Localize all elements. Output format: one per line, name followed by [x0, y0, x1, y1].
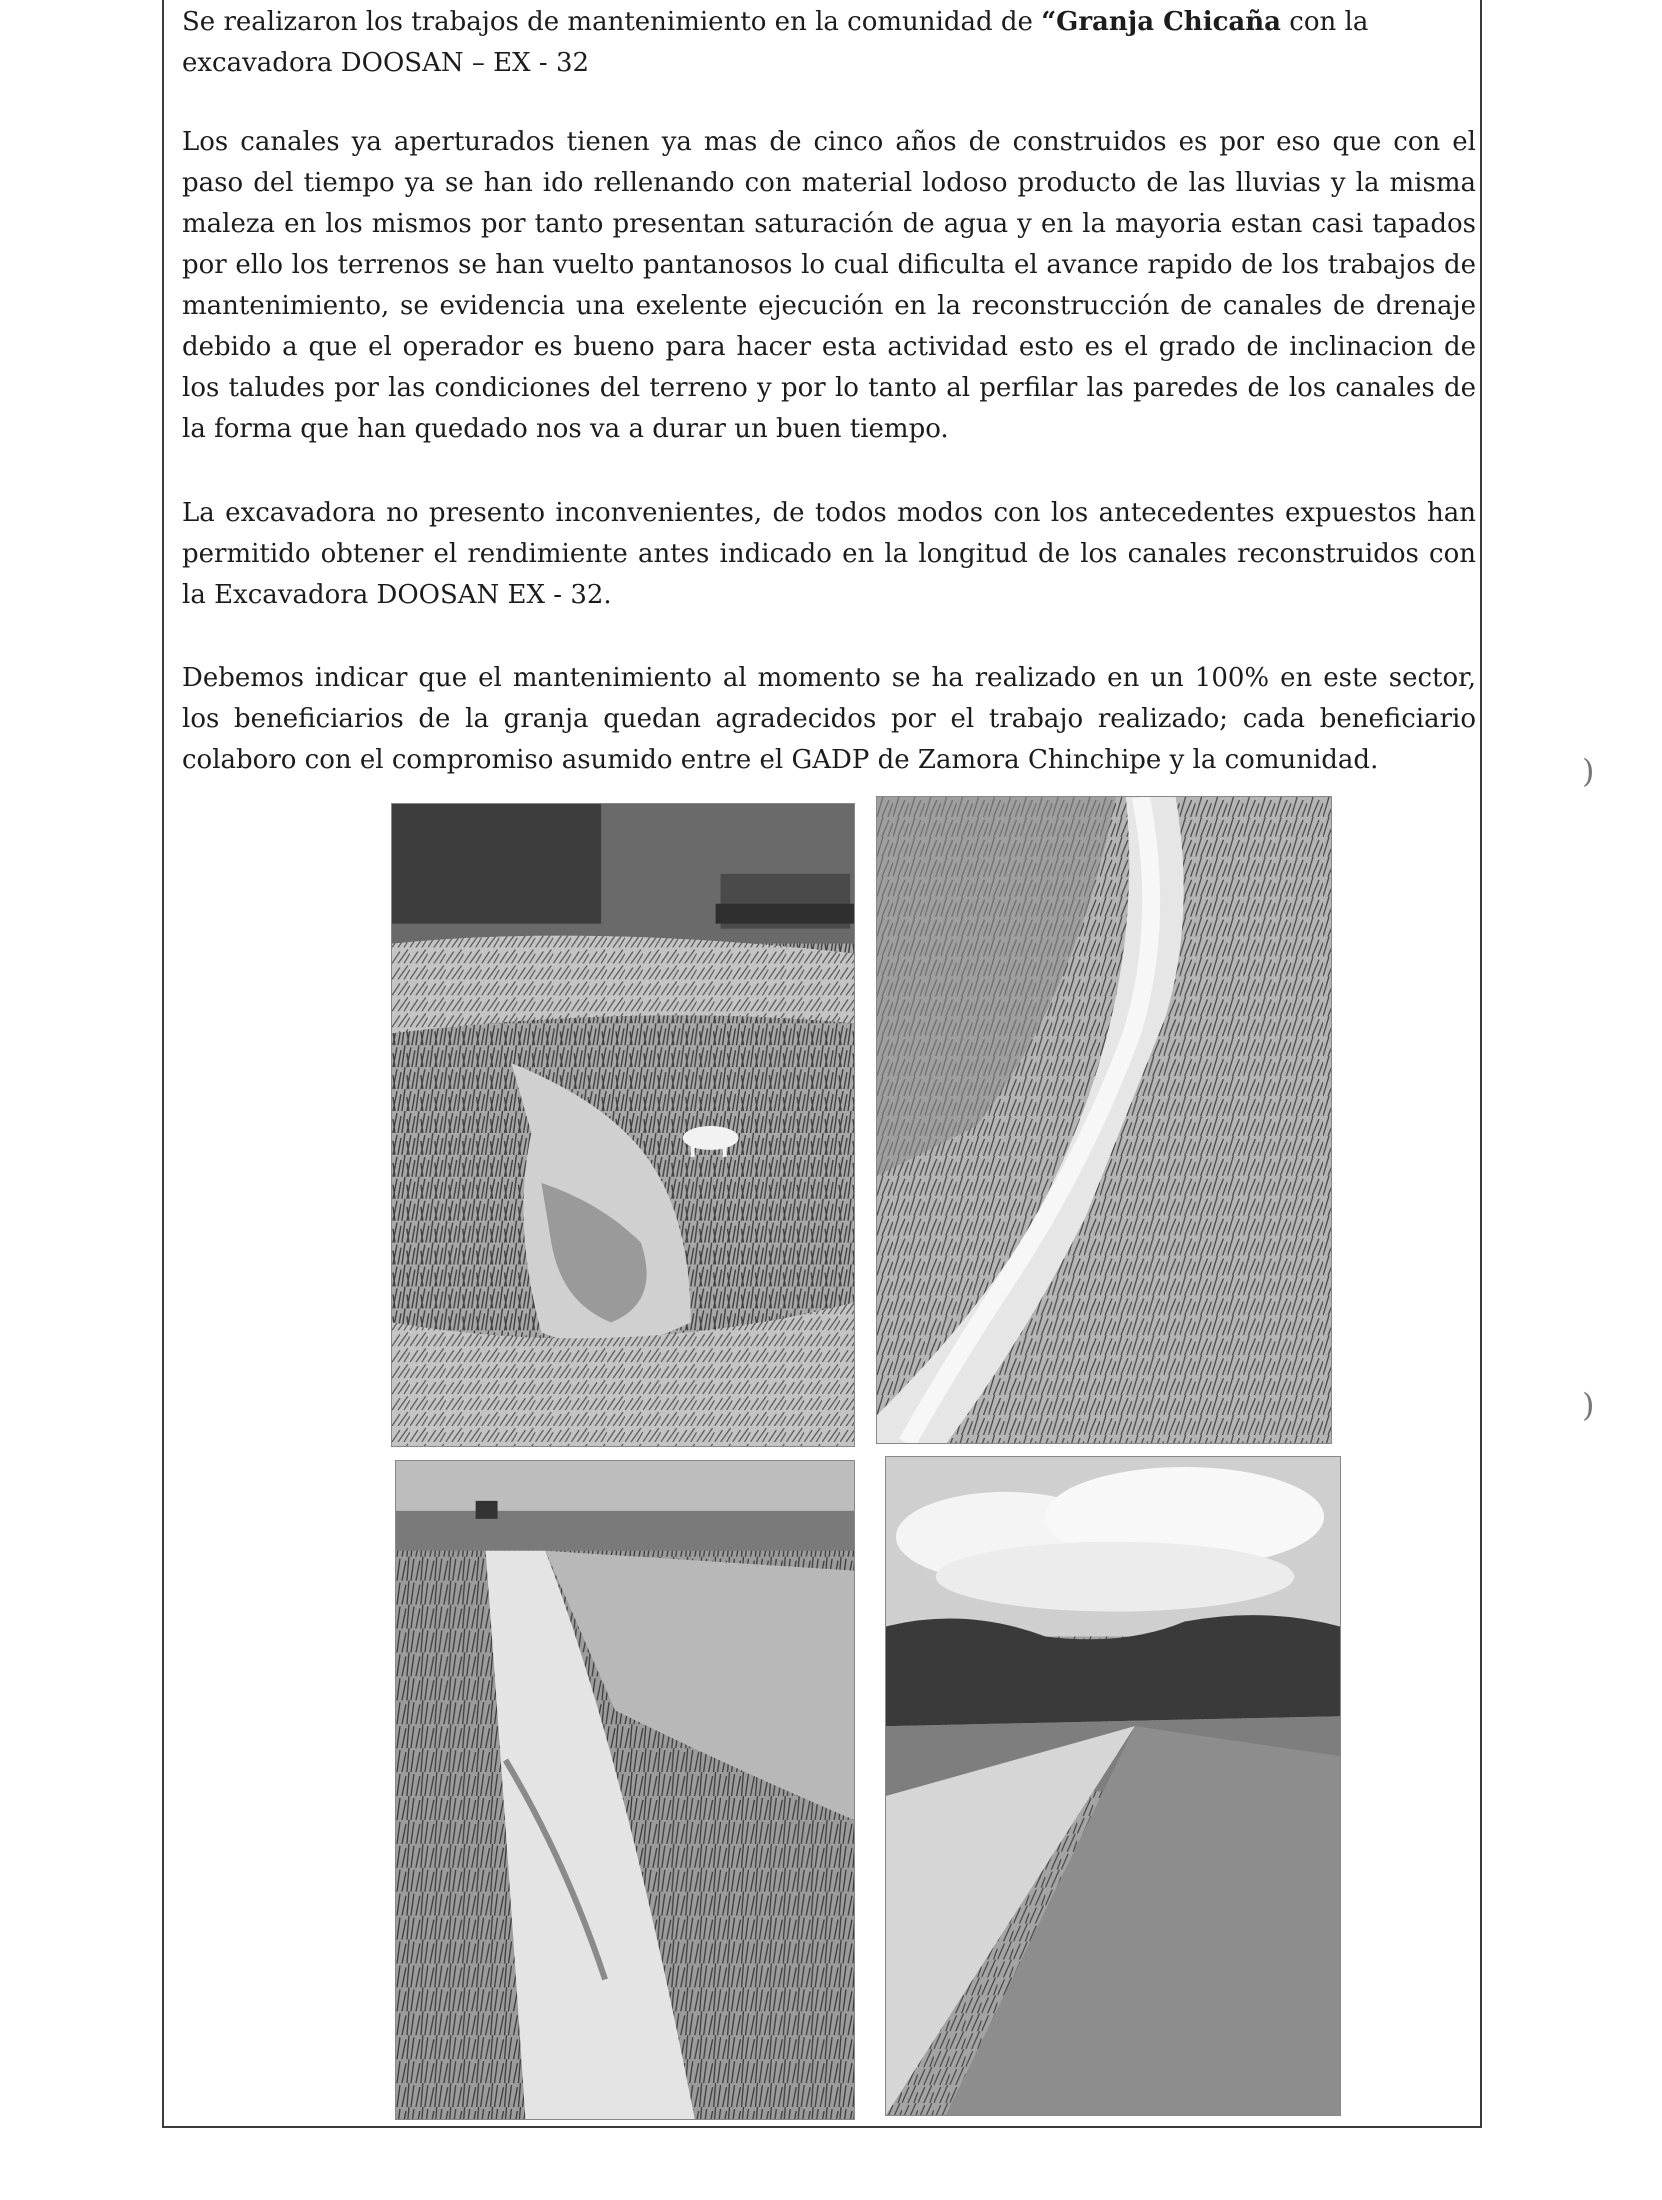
photo-canal-sky-treeline [885, 1456, 1341, 2116]
intro-suffix: con la excavadora DOOSAN – EX - 32 [182, 7, 1369, 78]
paragraph-canals: Los canales ya aperturados tienen ya mas de cinco años de construidos es por eso que con el paso del tiempo ya se han ido rellenando con material lodoso producto de las lluvias y la misma maleza en los mismos por tanto presentan saturación de agua y en la mayoria estan casi tapados por ello los terrenos se han vuelto pantanosos lo cual dificulta el avance rapido de los trabajos de mantenimiento, se evidencia una exelente ejecución en la reconstrucción de canales de drenaje debido a que el operador es bueno para hacer esta actividad esto es el grado de inclinacion de los taludes por las condiciones del terreno y por lo tanto al perfilar las paredes de los canales de la forma que han quedado nos va a durar un buen tiempo. [182, 127, 1476, 444]
margin-mark: ) [1582, 1386, 1595, 1424]
community-name: “Granja Chicaña [1041, 7, 1282, 37]
photo-cleaned-canal-curve [876, 796, 1332, 1444]
margin-mark: ) [1582, 752, 1595, 790]
paragraph-excavator: La excavadora no presento inconvenientes, de todos modos con los antecedentes expuestos han permitido obtener el rendimiente antes indicado en la longitud de los canales reconstruidos con la Excavadora DOOSAN EX - 32. [182, 498, 1476, 610]
intro-prefix: Se realizaron los trabajos de mantenimiento en la comunidad de [182, 7, 1042, 37]
paragraph-conclusion: Debemos indicar que el mantenimiento al momento se ha realizado en un 100% en este sector, los beneficiarios de la granja quedan agradecidos por el trabajo realizado; cada beneficiario colaboro con el compromiso asumido entre el GADP de Zamora Chinchipe y la comunidad. [182, 663, 1476, 775]
photo-flooded-canal [395, 1460, 855, 2120]
photo-canal-with-excavator [391, 803, 855, 1447]
intro-paragraph [182, 2, 1476, 84]
